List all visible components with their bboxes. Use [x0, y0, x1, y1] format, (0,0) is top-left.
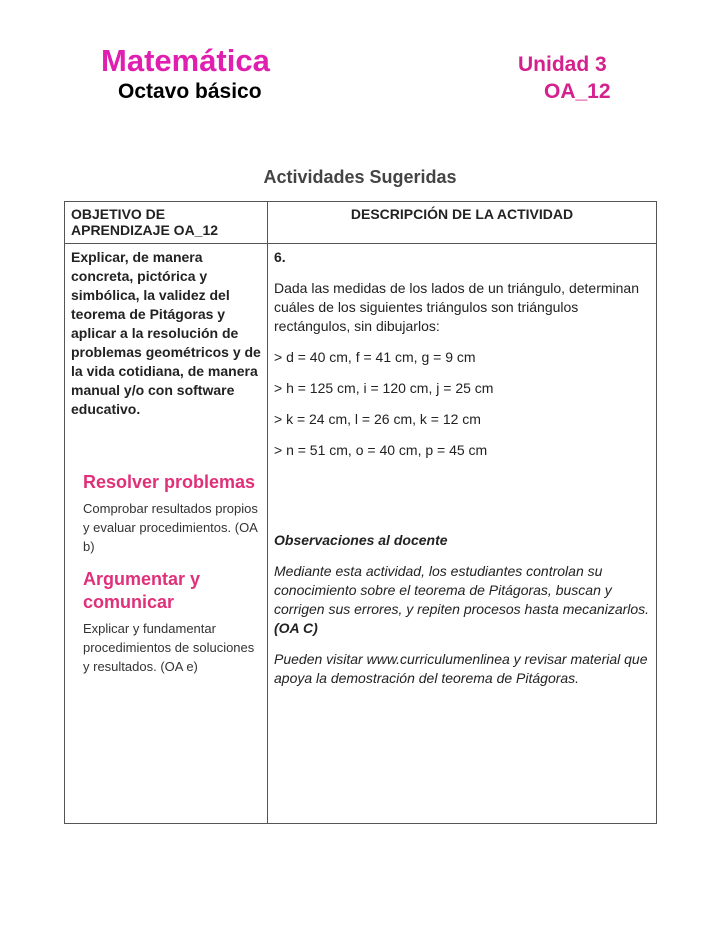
- activity-item: > h = 125 cm, i = 120 cm, j = 25 cm: [274, 380, 494, 396]
- activity-item: > k = 24 cm, l = 26 cm, k = 12 cm: [274, 411, 481, 427]
- oa-label: OA_12: [544, 80, 611, 103]
- objective-text: Explicar, de manera concreta, pictórica y simbólica, la validez del teorema de Pitágoras y aplicar a la resolución de problemas geométricos y de la vida cotidiana, de manera manual y/o con software educativo.: [71, 249, 261, 417]
- skill-title: Argumentar y comunicar: [83, 569, 201, 612]
- activity-item: > d = 40 cm, f = 41 cm, g = 9 cm: [274, 349, 476, 365]
- activities-table: [64, 201, 657, 824]
- col-objective-header: OBJETIVO DE APRENDIZAJE OA_12: [65, 202, 268, 244]
- activity-number: 6.: [274, 249, 286, 265]
- observations-ref: (OA C): [274, 620, 318, 636]
- objective-cell: [65, 244, 268, 824]
- skill-title: Resolver problemas: [83, 472, 256, 492]
- activity-intro: Dada las medidas de los lados de un triángulo, determinan cuáles de los siguientes triángulos son triángulos rectángulos, sin dibujarlos:: [274, 280, 640, 334]
- observations-title: Observaciones al docente: [274, 532, 448, 548]
- activity-item: > n = 51 cm, o = 40 cm, p = 45 cm: [274, 442, 488, 458]
- observations-link-text: Pueden visitar www.curriculumenlinea y revisar material que apoya la demostración del teorema de Pitágoras.: [274, 651, 648, 686]
- activity-cell: [268, 244, 657, 824]
- grade-subtitle: Octavo básico: [118, 80, 262, 103]
- table-header-row: [65, 202, 657, 244]
- col-description-header: DESCRIPCIÓN DE LA ACTIVIDAD: [268, 202, 657, 244]
- subject-title: Matemática: [101, 43, 270, 78]
- observations-text: Mediante esta actividad, los estudiantes controlan su conocimiento sobre el teorema de Pitágoras, buscan y corrigen sus errores, y repiten procesos hasta mecanizarlos.: [274, 563, 650, 617]
- section-heading: Actividades Sugeridas: [263, 167, 457, 187]
- table-row: [65, 244, 657, 824]
- unit-label: Unidad 3: [518, 53, 607, 76]
- skill-text: Explicar y fundamentar procedimientos de soluciones y resultados. (OA e): [83, 621, 255, 674]
- skill-text: Comprobar resultados propios y evaluar procedimientos. (OA b): [83, 501, 258, 554]
